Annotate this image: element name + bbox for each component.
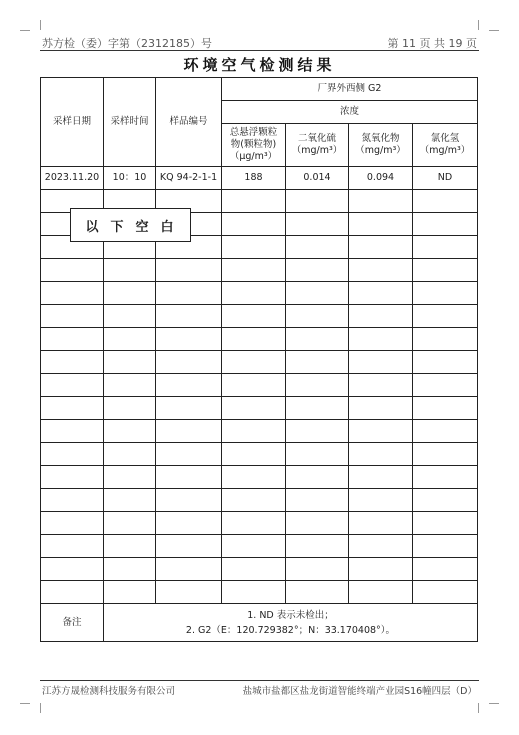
empty-cell xyxy=(156,351,222,374)
col-header-tsp xyxy=(222,124,286,167)
empty-cell xyxy=(222,236,286,259)
crop-mark-top-right-h xyxy=(489,30,499,31)
empty-cell xyxy=(156,535,222,558)
empty-cell xyxy=(222,397,286,420)
crop-mark-top-right xyxy=(478,20,489,30)
empty-cell xyxy=(349,466,413,489)
empty-cell xyxy=(349,190,413,213)
empty-row xyxy=(41,282,478,305)
empty-cell xyxy=(413,259,478,282)
empty-cell xyxy=(222,328,286,351)
cell-hcl: ND xyxy=(413,167,478,190)
empty-cell xyxy=(222,351,286,374)
empty-cell xyxy=(286,374,349,397)
empty-cell xyxy=(222,443,286,466)
empty-cell xyxy=(41,282,104,305)
empty-row xyxy=(41,374,478,397)
empty-cell xyxy=(349,328,413,351)
empty-cell xyxy=(41,581,104,604)
empty-cell xyxy=(222,512,286,535)
empty-cell xyxy=(413,558,478,581)
footer-rule xyxy=(40,680,479,681)
empty-cell xyxy=(349,443,413,466)
empty-cell xyxy=(41,351,104,374)
empty-cell xyxy=(156,282,222,305)
empty-cell xyxy=(104,374,156,397)
empty-cell xyxy=(413,236,478,259)
empty-cell xyxy=(104,581,156,604)
location-header: 厂界外西侧 G2 xyxy=(222,78,478,101)
empty-row xyxy=(41,512,478,535)
empty-cell xyxy=(413,535,478,558)
empty-cell xyxy=(413,420,478,443)
empty-cell xyxy=(222,190,286,213)
empty-cell xyxy=(413,581,478,604)
empty-row xyxy=(41,466,478,489)
empty-cell xyxy=(286,397,349,420)
empty-cell xyxy=(286,443,349,466)
empty-cell xyxy=(349,282,413,305)
empty-cell xyxy=(156,581,222,604)
empty-cell xyxy=(286,351,349,374)
crop-mark-bottom-right-h xyxy=(489,703,499,704)
empty-cell xyxy=(413,282,478,305)
empty-cell xyxy=(286,512,349,535)
empty-cell xyxy=(41,259,104,282)
empty-cell xyxy=(286,581,349,604)
empty-row xyxy=(41,351,478,374)
empty-cell xyxy=(156,489,222,512)
tsp-unit: （μg/m³） xyxy=(229,150,278,162)
page-info: 第 11 页 共 19 页 xyxy=(387,37,477,50)
empty-cell xyxy=(156,328,222,351)
tsp-name-1: 总悬浮颗粒 xyxy=(229,127,278,139)
empty-cell xyxy=(413,466,478,489)
empty-cell xyxy=(286,466,349,489)
empty-cell xyxy=(349,236,413,259)
empty-cell xyxy=(41,397,104,420)
empty-cell xyxy=(41,328,104,351)
empty-cell xyxy=(156,443,222,466)
empty-cell xyxy=(104,443,156,466)
table-row xyxy=(41,167,478,190)
empty-cell xyxy=(286,558,349,581)
cell-so2: 0.014 xyxy=(286,167,349,190)
empty-cell xyxy=(286,305,349,328)
footer-company: 江苏方晟检测科技服务有限公司 xyxy=(42,686,176,697)
empty-row xyxy=(41,328,478,351)
empty-cell xyxy=(156,374,222,397)
empty-cell xyxy=(349,558,413,581)
empty-cell xyxy=(413,512,478,535)
empty-cell xyxy=(156,466,222,489)
empty-cell xyxy=(222,489,286,512)
nox-name: 氮氧化物 xyxy=(361,133,400,145)
empty-cell xyxy=(41,374,104,397)
cell-sample: KQ 94-2-1-1 xyxy=(156,167,222,190)
empty-cell xyxy=(41,489,104,512)
empty-cell xyxy=(349,259,413,282)
empty-cell xyxy=(413,374,478,397)
empty-row xyxy=(41,397,478,420)
remark-label: 备注 xyxy=(41,604,104,642)
empty-cell xyxy=(104,558,156,581)
empty-cell xyxy=(41,558,104,581)
empty-cell xyxy=(104,512,156,535)
col-header-sample: 样品编号 xyxy=(156,78,222,167)
col-header-hcl xyxy=(413,124,478,167)
empty-cell xyxy=(156,558,222,581)
empty-cell xyxy=(104,328,156,351)
empty-row xyxy=(41,558,478,581)
empty-cell xyxy=(222,535,286,558)
empty-cell xyxy=(222,466,286,489)
empty-cell xyxy=(349,581,413,604)
empty-cell xyxy=(286,282,349,305)
empty-cell xyxy=(413,397,478,420)
col-header-nox xyxy=(349,124,413,167)
empty-cell xyxy=(222,420,286,443)
hcl-name: 氯化氢 xyxy=(430,133,460,145)
hcl-unit: （mg/m³） xyxy=(419,145,471,156)
empty-row xyxy=(41,420,478,443)
empty-cell xyxy=(349,351,413,374)
empty-cell xyxy=(349,512,413,535)
empty-cell xyxy=(104,420,156,443)
cell-tsp: 188 xyxy=(222,167,286,190)
concentration-header: 浓度 xyxy=(222,101,478,124)
empty-cell xyxy=(104,397,156,420)
empty-cell xyxy=(349,213,413,236)
empty-cell xyxy=(413,305,478,328)
empty-cell xyxy=(413,489,478,512)
empty-cell xyxy=(349,489,413,512)
so2-name: 二氧化硫 xyxy=(297,133,336,145)
empty-cell xyxy=(41,420,104,443)
empty-cell xyxy=(286,259,349,282)
empty-cell xyxy=(222,374,286,397)
empty-cell xyxy=(222,282,286,305)
blank-below-stamp: 以下空白 xyxy=(70,208,191,242)
crop-mark-top-left xyxy=(30,20,41,30)
col-header-so2 xyxy=(286,124,349,167)
empty-row xyxy=(41,305,478,328)
empty-cell xyxy=(104,282,156,305)
empty-cell xyxy=(413,213,478,236)
so2-unit: （mg/m³） xyxy=(291,145,343,156)
empty-cell xyxy=(41,535,104,558)
remark-cell xyxy=(104,604,478,642)
results-table xyxy=(40,77,478,642)
empty-cell xyxy=(286,420,349,443)
empty-cell xyxy=(349,305,413,328)
empty-row xyxy=(41,443,478,466)
footer-address: 盐城市盐都区盐龙街道智能终端产业园S16幢四层（D） xyxy=(242,686,477,697)
empty-cell xyxy=(222,259,286,282)
tsp-name-2: 物(颗粒物) xyxy=(230,139,277,151)
empty-cell xyxy=(413,328,478,351)
empty-cell xyxy=(41,512,104,535)
empty-cell xyxy=(104,466,156,489)
crop-mark-top-left-h xyxy=(20,30,30,31)
cell-date: 2023.11.20 xyxy=(41,167,104,190)
empty-cell xyxy=(104,259,156,282)
empty-cell xyxy=(156,420,222,443)
empty-cell xyxy=(413,443,478,466)
page-title: 环境空气检测结果 xyxy=(183,56,336,74)
empty-cell xyxy=(41,443,104,466)
empty-cell xyxy=(286,328,349,351)
empty-cell xyxy=(156,305,222,328)
empty-cell xyxy=(286,535,349,558)
nox-unit: （mg/m³） xyxy=(355,145,406,156)
crop-mark-bottom-left-h xyxy=(20,703,30,704)
crop-mark-bottom-left xyxy=(30,703,41,713)
empty-cell xyxy=(286,190,349,213)
empty-cell xyxy=(156,259,222,282)
empty-cell xyxy=(104,489,156,512)
empty-cell xyxy=(349,420,413,443)
empty-cell xyxy=(156,397,222,420)
empty-row xyxy=(41,489,478,512)
empty-cell xyxy=(222,305,286,328)
col-header-time: 采样时间 xyxy=(104,78,156,167)
empty-cell xyxy=(222,581,286,604)
empty-row xyxy=(41,259,478,282)
empty-cell xyxy=(104,305,156,328)
empty-cell xyxy=(286,489,349,512)
remark-line-1: 1. ND 表示未检出； xyxy=(247,609,334,621)
empty-cell xyxy=(104,351,156,374)
empty-cell xyxy=(41,305,104,328)
remark-line-2: 2. G2（E：120.729382°；N：33.170408°）。 xyxy=(185,624,396,636)
empty-cell xyxy=(222,558,286,581)
empty-cell xyxy=(286,236,349,259)
report-number: 苏方检（委）字第（2312185）号 xyxy=(42,37,212,50)
empty-cell xyxy=(349,374,413,397)
empty-row xyxy=(41,535,478,558)
empty-row xyxy=(41,581,478,604)
empty-cell xyxy=(156,512,222,535)
empty-cell xyxy=(413,190,478,213)
col-header-date: 采样日期 xyxy=(41,78,104,167)
empty-cell xyxy=(349,397,413,420)
empty-cell xyxy=(104,535,156,558)
cell-time: 10：10 xyxy=(104,167,156,190)
cell-nox: 0.094 xyxy=(349,167,413,190)
empty-cell xyxy=(41,466,104,489)
empty-cell xyxy=(222,213,286,236)
empty-cell xyxy=(349,535,413,558)
empty-cell xyxy=(413,351,478,374)
header-rule xyxy=(40,50,479,51)
crop-mark-bottom-right xyxy=(478,703,489,713)
empty-cell xyxy=(286,213,349,236)
